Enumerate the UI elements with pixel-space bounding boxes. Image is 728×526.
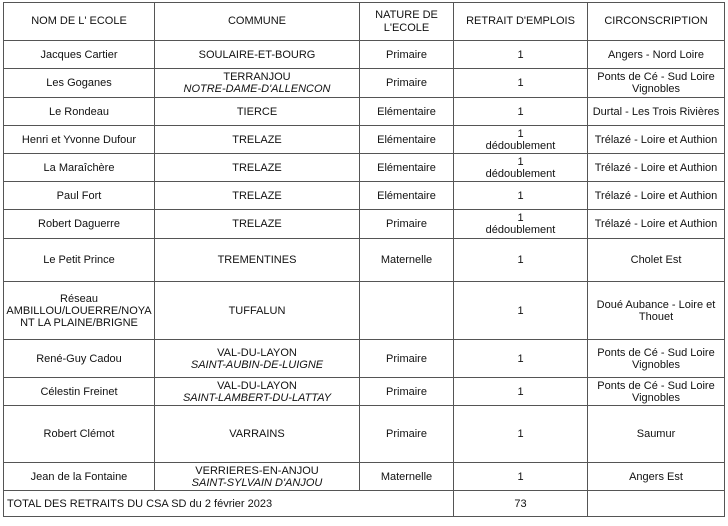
cell-commune <box>155 239 360 282</box>
header-commune: COMMUNE <box>155 3 360 41</box>
commune-name: TRELAZE <box>232 133 282 146</box>
cell-circonscription: Angers Est <box>588 463 725 491</box>
cell-ecole: Les Goganes <box>4 69 155 98</box>
retrait-note: dédoublement <box>485 139 556 152</box>
retrait-count: 1 <box>517 77 524 89</box>
cell-circonscription: Ponts de Cé - Sud Loire Vignobles <box>588 378 725 406</box>
cell-circonscription: Trélazé - Loire et Authion <box>588 210 725 239</box>
retrait-count: 1 <box>517 212 524 224</box>
cell-circonscription: Cholet Est <box>588 239 725 282</box>
cell-nature: Primaire <box>360 406 454 463</box>
cell-retrait <box>454 98 588 126</box>
retrait-count: 1 <box>517 254 524 266</box>
cell-retrait <box>454 406 588 463</box>
header-row <box>4 3 725 41</box>
cell-circonscription: Trélazé - Loire et Authion <box>588 126 725 154</box>
table-row <box>4 182 725 210</box>
total-row <box>4 491 725 517</box>
cell-ecole: Jean de la Fontaine <box>4 463 155 491</box>
cell-circonscription: Angers - Nord Loire <box>588 41 725 69</box>
cell-commune <box>155 98 360 126</box>
table-row <box>4 282 725 340</box>
cell-commune <box>155 41 360 69</box>
cell-circonscription: Doué Aubance - Loire et Thouet <box>588 282 725 340</box>
retrait-count: 1 <box>517 428 524 440</box>
cell-circonscription: Trélazé - Loire et Authion <box>588 182 725 210</box>
retrait-count: 1 <box>517 127 524 140</box>
cell-nature: Primaire <box>360 69 454 98</box>
cell-commune <box>155 210 360 239</box>
cell-commune <box>155 282 360 340</box>
cell-circonscription: Ponts de Cé - Sud Loire Vignobles <box>588 69 725 98</box>
table-row <box>4 98 725 126</box>
table-row <box>4 378 725 406</box>
cell-commune <box>155 463 360 491</box>
cell-circonscription: Ponts de Cé - Sud Loire Vignobles <box>588 340 725 378</box>
cell-commune <box>155 406 360 463</box>
cell-retrait <box>454 378 588 406</box>
commune-name: SOULAIRE-ET-BOURG <box>198 48 316 61</box>
commune-name: VAL-DU-LAYON <box>217 379 297 392</box>
table-row <box>4 406 725 463</box>
cell-nature: Primaire <box>360 41 454 69</box>
cell-ecole: René-Guy Cadou <box>4 340 155 378</box>
cell-ecole: Jacques Cartier <box>4 41 155 69</box>
cell-commune <box>155 126 360 154</box>
retrait-count: 1 <box>517 48 524 61</box>
cell-circonscription: Durtal - Les Trois Rivières <box>588 98 725 126</box>
cell-retrait <box>454 239 588 282</box>
commune-sub-name: SAINT-AUBIN-DE-LUIGNE <box>190 358 324 371</box>
commune-name: VAL-DU-LAYON <box>217 346 297 359</box>
table-row <box>4 210 725 239</box>
table-row <box>4 239 725 282</box>
cell-retrait <box>454 340 588 378</box>
commune-name: VARRAINS <box>229 428 285 440</box>
table-row <box>4 463 725 491</box>
cell-ecole: Le Rondeau <box>4 98 155 126</box>
cell-commune <box>155 69 360 98</box>
cell-commune <box>155 182 360 210</box>
commune-name: TRELAZE <box>232 161 282 174</box>
commune-name: TRELAZE <box>232 189 282 202</box>
cell-nature: Elémentaire <box>360 182 454 210</box>
cell-commune <box>155 340 360 378</box>
table-row <box>4 126 725 154</box>
cell-retrait <box>454 210 588 239</box>
cell-commune <box>155 154 360 182</box>
cell-retrait <box>454 282 588 340</box>
retrait-count: 1 <box>517 155 524 168</box>
commune-name: VERRIERES-EN-ANJOU <box>195 464 319 477</box>
cell-nature: Elémentaire <box>360 126 454 154</box>
total-label: TOTAL DES RETRAITS DU CSA SD du 2 février 2023 <box>4 491 454 517</box>
cell-ecole: La Maraîchère <box>4 154 155 182</box>
cell-nature: Primaire <box>360 340 454 378</box>
cell-ecole: Robert Daguerre <box>4 210 155 239</box>
cell-ecole: Le Petit Prince <box>4 239 155 282</box>
header-ecole: NOM DE L' ECOLE <box>4 3 155 41</box>
header-retrait: RETRAIT D'EMPLOIS <box>454 3 588 41</box>
retrait-count: 1 <box>517 352 524 365</box>
cell-nature: Elémentaire <box>360 98 454 126</box>
commune-sub-name: NOTRE-DAME-D'ALLENCON <box>183 83 331 95</box>
table-row <box>4 41 725 69</box>
cell-retrait <box>454 41 588 69</box>
cell-nature: Primaire <box>360 378 454 406</box>
table-row <box>4 69 725 98</box>
cell-nature: Elémentaire <box>360 154 454 182</box>
cell-circonscription: Trélazé - Loire et Authion <box>588 154 725 182</box>
cell-retrait <box>454 154 588 182</box>
cell-nature <box>360 282 454 340</box>
total-empty-cell <box>588 491 725 517</box>
cell-circonscription: Saumur <box>588 406 725 463</box>
retrait-count: 1 <box>517 385 524 398</box>
retraits-table <box>3 2 725 517</box>
retrait-note: dédoublement <box>485 224 556 236</box>
commune-name: TREMENTINES <box>217 254 297 266</box>
retrait-note: dédoublement <box>485 167 556 180</box>
cell-retrait <box>454 69 588 98</box>
total-value: 73 <box>454 491 588 517</box>
header-nature: NATURE DE L'ECOLE <box>360 3 454 41</box>
cell-ecole: Robert Clémot <box>4 406 155 463</box>
table-row <box>4 340 725 378</box>
cell-retrait <box>454 463 588 491</box>
cell-nature: Maternelle <box>360 239 454 282</box>
cell-nature: Maternelle <box>360 463 454 491</box>
header-circonscription: CIRCONSCRIPTION <box>588 3 725 41</box>
commune-sub-name: SAINT-LAMBERT-DU-LATTAY <box>182 391 332 404</box>
cell-commune <box>155 378 360 406</box>
table-row <box>4 154 725 182</box>
cell-retrait <box>454 126 588 154</box>
commune-name: TIERCE <box>236 105 278 118</box>
commune-sub-name: SAINT-SYLVAIN D'ANJOU <box>191 476 323 489</box>
cell-ecole: Paul Fort <box>4 182 155 210</box>
retrait-count: 1 <box>517 470 524 483</box>
cell-ecole: Henri et Yvonne Dufour <box>4 126 155 154</box>
retrait-count: 1 <box>517 304 524 317</box>
commune-name: TUFFALUN <box>228 304 286 317</box>
cell-nature: Primaire <box>360 210 454 239</box>
retrait-count: 1 <box>517 105 524 118</box>
commune-name: TERRANJOU <box>223 71 291 83</box>
cell-ecole: Réseau AMBILLOU/LOUERRE/NOYANT LA PLAINE/BRIGNE <box>4 282 155 340</box>
commune-name: TRELAZE <box>232 218 282 230</box>
cell-retrait <box>454 182 588 210</box>
retrait-count: 1 <box>517 189 524 202</box>
cell-ecole: Célestin Freinet <box>4 378 155 406</box>
